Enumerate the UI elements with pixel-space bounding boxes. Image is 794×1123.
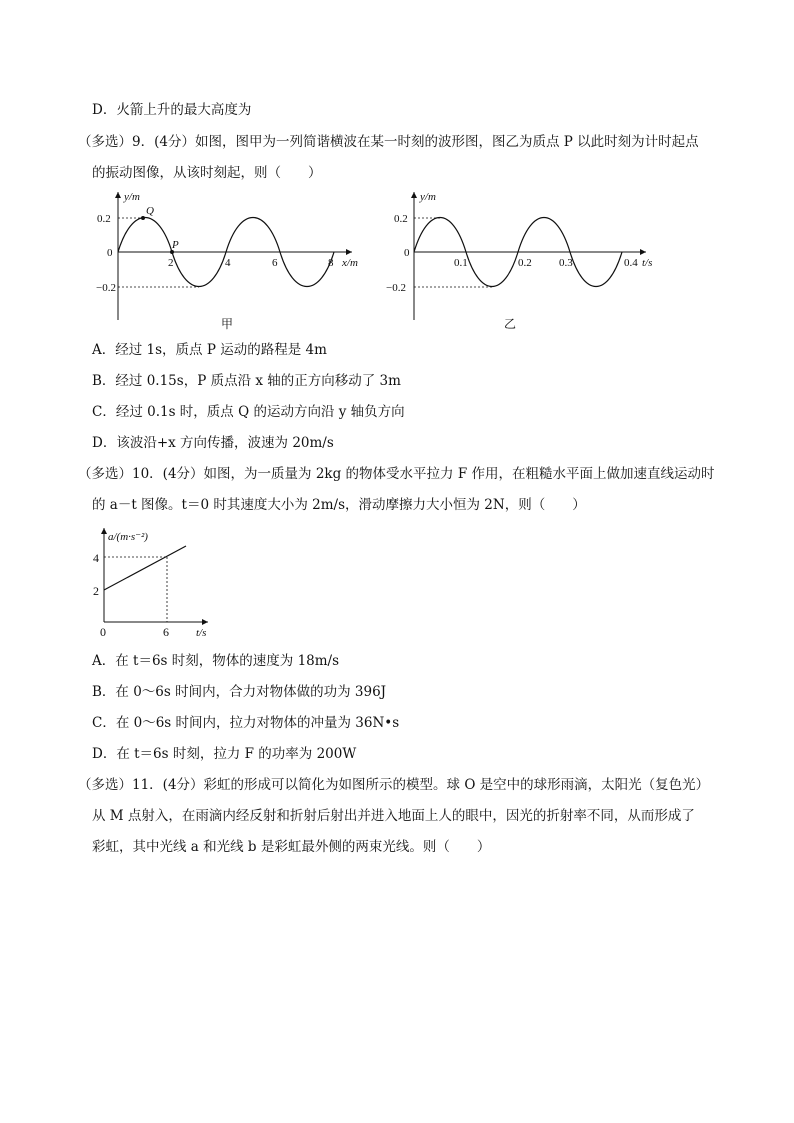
- at-ytick-4: 4: [93, 551, 99, 565]
- yi-xtick-04: 0.4: [624, 257, 638, 269]
- jia-ytick-bottom: −0.2: [96, 282, 116, 294]
- q11-stem-line1: （多选）11．(4分）彩虹的形成可以简化为如图所示的模型。球 O 是空中的球形雨滴，太阳光（复色光）: [78, 777, 710, 793]
- yi-y-label: y/m: [420, 191, 436, 203]
- at-xtick-0: 0: [100, 625, 106, 639]
- jia-xtick-4: 4: [225, 257, 231, 269]
- q10-option-d: D．在 t＝6s 时刻，拉力 F 的功率为 200W: [92, 746, 357, 762]
- yi-xtick-02: 0.2: [518, 257, 532, 269]
- yi-ytick-bottom: −0.2: [386, 282, 406, 294]
- yi-ytick-zero: 0: [404, 247, 410, 259]
- jia-ytick-top: 0.2: [97, 213, 111, 225]
- at-ytick-2: 2: [93, 584, 99, 598]
- at-x-label: t/s: [196, 627, 207, 639]
- q11-stem-line3: 彩虹，其中光线 a 和光线 b 是彩虹最外侧的两束光线。则（ ）: [92, 839, 491, 855]
- q10-option-c: C．在 0～6s 时间内，拉力对物体的冲量为 36N•s: [92, 715, 400, 731]
- yi-xtick-03: 0.3: [559, 257, 573, 269]
- point-q: [141, 216, 145, 220]
- jia-xtick-6: 6: [272, 257, 278, 269]
- q9-option-d: D．该波沿+x 方向传播，波速为 20m/s: [92, 435, 334, 451]
- q10-option-b: B．在 0～6s 时间内，合力对物体做的功为 396J: [92, 684, 387, 700]
- q9-option-a: A．经过 1s，质点 P 运动的路程是 4m: [92, 342, 327, 358]
- label-q: Q: [146, 205, 154, 217]
- at-line: [104, 546, 186, 590]
- vibration-graph-yi: [372, 188, 652, 338]
- label-p: P: [172, 239, 179, 251]
- wave-graph-jia: [96, 188, 356, 338]
- yi-ytick-top: 0.2: [394, 213, 408, 225]
- jia-xtick-8: 8: [328, 257, 334, 269]
- q9-option-b: B．经过 0.15s，P 质点沿 x 轴的正方向移动了 3m: [92, 373, 401, 389]
- jia-caption: 甲: [221, 317, 234, 331]
- q10-stem-line2: 的 a－t 图像。t＝0 时其速度大小为 2m/s，滑动摩擦力大小恒为 2N，则（ ）: [92, 497, 586, 513]
- q11-stem-line2: 从 M 点射入，在雨滴内经反射和折射后射出并进入地面上人的眼中，因光的折射率不同，从而形成了: [92, 808, 695, 824]
- q8-option-d: D．火箭上升的最大高度为: [92, 102, 252, 118]
- yi-xtick-01: 0.1: [454, 257, 468, 269]
- a-t-graph: [88, 522, 228, 642]
- q10-option-a: A．在 t＝6s 时刻，物体的速度为 18m/s: [92, 653, 340, 669]
- q10-stem-line1: （多选）10．(4分）如图，为一质量为 2kg 的物体受水平拉力 F 作用，在粗糙水平面上做加速直线运动时: [78, 466, 715, 482]
- jia-x-label: x/m: [342, 257, 358, 269]
- q9-stem-line2: 的振动图像，从该时刻起，则（ ）: [92, 165, 322, 181]
- q9-option-c: C．经过 0.1s 时，质点 Q 的运动方向沿 y 轴负方向: [92, 404, 405, 420]
- jia-y-label: y/m: [124, 191, 140, 203]
- yi-x-label: t/s: [642, 257, 653, 269]
- jia-xtick-2: 2: [168, 257, 174, 269]
- yi-caption: 乙: [504, 317, 517, 331]
- at-y-label: a/(m·s⁻²): [108, 531, 148, 543]
- q9-stem-line1: （多选）9．(4分）如图，图甲为一列简谐横波在某一时刻的波形图，图乙为质点 P 以此时刻为计时起点: [78, 134, 699, 150]
- at-xtick-6: 6: [163, 625, 169, 639]
- jia-ytick-zero: 0: [107, 247, 113, 259]
